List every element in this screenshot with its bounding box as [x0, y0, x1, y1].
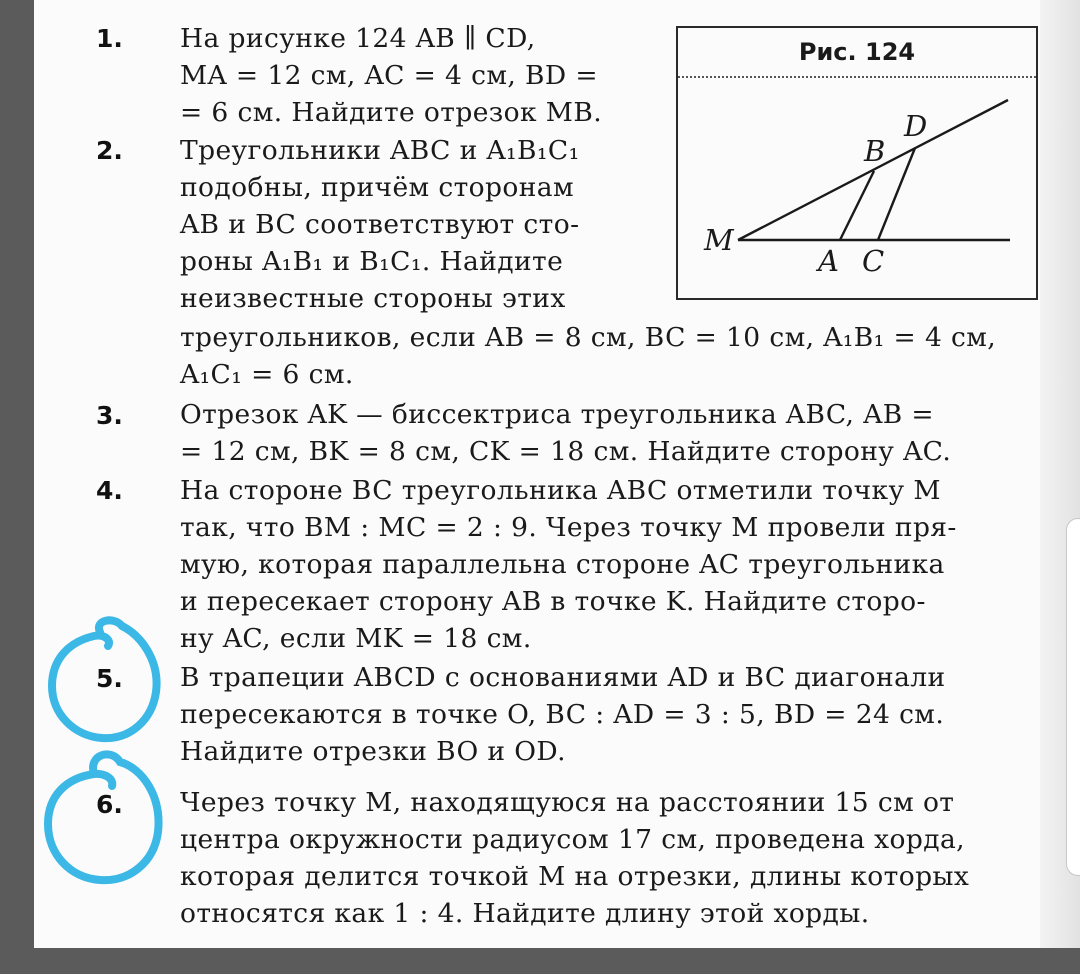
problem-2-line: подобны, причём сторонам	[180, 172, 575, 203]
figure-title: Рис. 124	[678, 28, 1036, 78]
figure-124	[676, 26, 1038, 300]
problem-4-line: мую, которая параллельна стороне AC треугольника	[180, 549, 945, 580]
problem-2-line: A₁C₁ = 6 см.	[180, 359, 354, 390]
problem-4-line: и пересекает сторону AB в точке K. Найдите сторо-	[180, 586, 926, 617]
point-m-label: M	[704, 223, 734, 257]
problem-1-line: MA = 12 см, AC = 4 см, BD =	[180, 60, 598, 91]
point-a-label: A	[818, 244, 839, 278]
hand-drawn-circle-5	[38, 610, 178, 750]
problem-4-line: так, что BM : MC = 2 : 9. Через точку M провели пря-	[180, 512, 957, 543]
problem-6-line: Через точку M, находящуюся на расстоянии 15 см от	[180, 787, 955, 818]
problem-4-number: 4.	[96, 476, 123, 505]
scroll-handle[interactable]	[1066, 518, 1080, 876]
problem-4-line: ну AC, если MK = 18 см.	[180, 623, 532, 654]
problem-5-line: Найдите отрезки BO и OD.	[180, 736, 566, 767]
point-d-label: D	[904, 109, 928, 143]
problem-3-number: 3.	[96, 401, 123, 430]
problem-5-number: 5.	[96, 664, 123, 693]
problem-1-line: = 6 см. Найдите отрезок MB.	[180, 97, 603, 128]
hand-drawn-circle-6	[34, 740, 179, 890]
photo-background-left	[0, 0, 34, 974]
problem-2-line: треугольников, если AB = 8 см, BC = 10 см, A₁B₁ = 4 см,	[180, 322, 997, 353]
problem-2-line: AB и BC соответствуют сто-	[180, 209, 580, 240]
problem-2-line: роны A₁B₁ и B₁C₁. Найдите	[180, 246, 564, 277]
problem-6-line: центра окружности радиусом 17 см, проведена хорда,	[180, 824, 965, 855]
problem-4-line: На стороне BC треугольника ABC отметили точку M	[180, 475, 941, 506]
line-md	[738, 100, 1008, 240]
problem-1-number: 1.	[96, 24, 123, 53]
problem-2-line: неизвестные стороны этих	[180, 283, 566, 314]
point-c-label: C	[862, 244, 885, 278]
problem-2-number: 2.	[96, 136, 123, 165]
problem-5-line: пересекаются в точке O, BC : AD = 3 : 5, BD = 24 см.	[180, 699, 945, 730]
figure-drawing	[678, 28, 1036, 298]
problem-1-line: На рисунке 124 AB ∥ CD,	[180, 23, 536, 54]
point-b-label: B	[864, 134, 886, 168]
problem-5-line: В трапеции ABCD с основаниями AD и BC диагонали	[180, 662, 946, 693]
problem-2-line: Треугольники ABC и A₁B₁C₁	[180, 135, 580, 166]
problem-3-line: Отрезок AK — биссектриса треугольника ABC, AB =	[180, 399, 935, 430]
photo-background-bottom	[0, 948, 1080, 974]
segment-ab	[840, 171, 874, 240]
problem-6-line: которая делится точкой M на отрезки, длины которых	[180, 861, 970, 892]
problem-3-line: = 12 см, BK = 8 см, CK = 18 см. Найдите сторону AC.	[180, 436, 952, 467]
problem-6-number: 6.	[96, 790, 123, 819]
problem-6-line: относятся как 1 : 4. Найдите длину этой хорды.	[180, 898, 870, 929]
